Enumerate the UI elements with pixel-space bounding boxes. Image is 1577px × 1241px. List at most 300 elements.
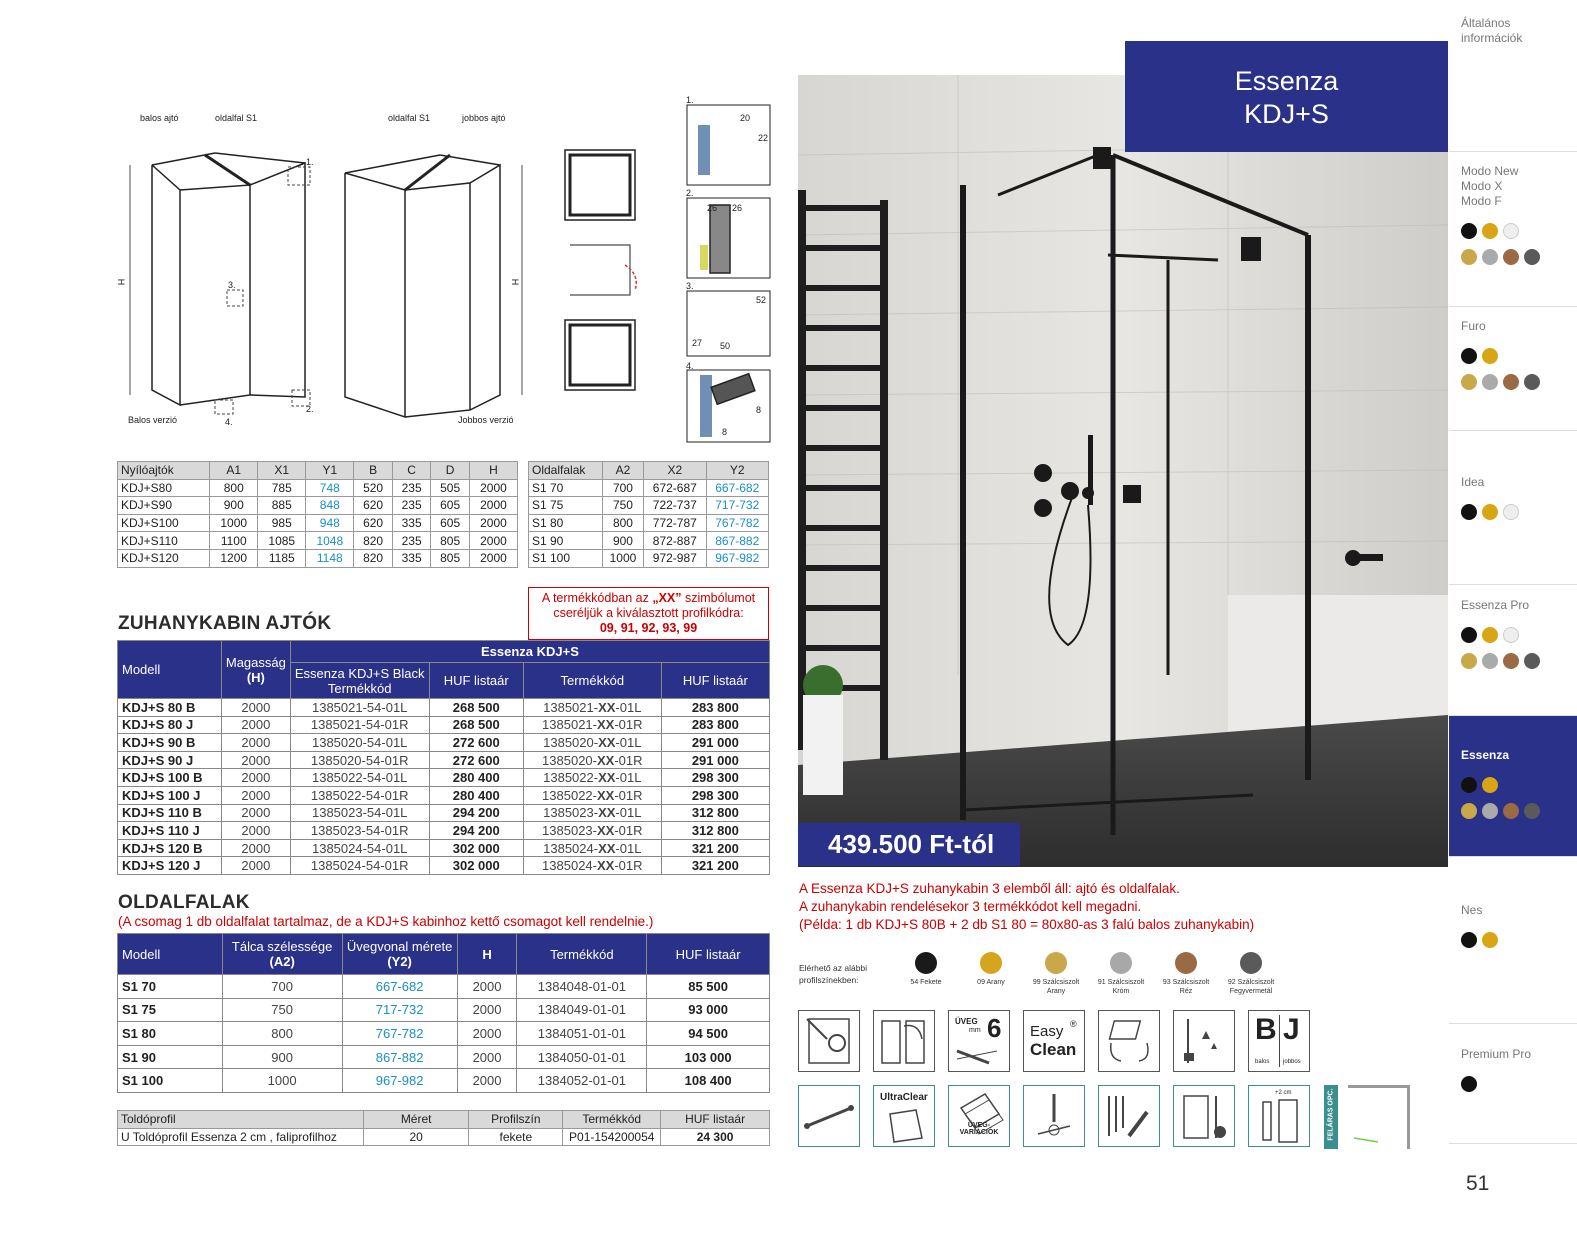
note-line-3: 09, 91, 92, 93, 99: [599, 621, 698, 635]
dim-27: 27: [692, 338, 703, 348]
wall-glass-size: 767-782: [342, 1022, 457, 1046]
wall-height: 2000: [457, 998, 517, 1022]
col-tray: [222, 934, 342, 975]
walls-spec-row: [529, 497, 769, 515]
left-right-icon: [1248, 1010, 1310, 1072]
walls-price-header: [118, 934, 770, 975]
finish-swatch-icon: [1482, 223, 1498, 239]
clean-label: Clean: [1030, 1040, 1077, 1059]
doors-spec-cell: KDJ+S120: [118, 549, 210, 567]
note-text: A termékkódban az: [541, 591, 653, 605]
walls-spec-cell: 800: [602, 514, 643, 532]
doors-spec-cell: 805: [431, 532, 470, 550]
wall-row: [118, 1069, 770, 1093]
finish-swatch-icon: [1461, 374, 1477, 390]
sidebar-item[interactable]: [1449, 716, 1577, 857]
doors-spec-cell: 2000: [469, 497, 517, 515]
color-label-1: 92 Szálcsiszolt: [1227, 979, 1275, 986]
label-height-right: H: [510, 278, 521, 286]
door-row: [118, 839, 770, 857]
sidebar-label-1: Nes: [1461, 903, 1483, 917]
doors-spec-cell: 785: [258, 479, 306, 497]
doors-spec-cell: 620: [354, 514, 393, 532]
wall-model: S1 75: [118, 998, 223, 1022]
sidebar-label-1: Modo New: [1461, 164, 1519, 178]
door-code: [523, 822, 661, 840]
color-option: [1155, 952, 1217, 996]
door-code-prefix: 1385021-: [543, 699, 599, 715]
doors-spec-col: X1: [258, 462, 306, 480]
wall-tray-width: 700: [222, 975, 342, 999]
right-letter: J: [1283, 1013, 1300, 1046]
sidebar-item[interactable]: [1449, 431, 1577, 585]
door-code-suffix: -01R: [614, 787, 643, 803]
finish-swatch-icon: [1461, 223, 1477, 239]
finish-swatch-icon: [1461, 803, 1477, 819]
walls-spec-row: [529, 514, 769, 532]
col-height-unit: (H): [246, 669, 265, 685]
profile-code-note: [528, 587, 769, 640]
wall-code: 1384052-01-01: [517, 1069, 647, 1093]
wall-code: 1384049-01-01: [517, 998, 647, 1022]
colors-intro: [799, 962, 867, 986]
wall-height: 2000: [457, 975, 517, 999]
doors-spec-col: D: [431, 462, 470, 480]
sidebar-item[interactable]: [1449, 585, 1577, 716]
door-price: 321 200: [661, 857, 769, 875]
col-model: Modell: [118, 641, 222, 699]
page-number: 51: [1466, 1172, 1490, 1195]
label-jobbos-ajto: jobbos ajtó: [462, 113, 506, 123]
doors-spec-cell: 235: [392, 497, 431, 515]
finish-swatch-icon: [1524, 374, 1540, 390]
walls-spec-cell: 667-682: [706, 479, 768, 497]
walls-section-subtitle: (A csomag 1 db oldalfalat tartalmaz, de a KDJ+S kabinhoz kettő csomagot kell rendelnie.): [118, 914, 654, 929]
walls-spec-cell: 672-687: [644, 479, 706, 497]
finish-swatch-icon: [1482, 653, 1498, 669]
walls-spec-cell: 772-787: [644, 514, 706, 532]
dim-26b: 26: [732, 203, 743, 213]
wall-glass-size: 717-732: [342, 998, 457, 1022]
walls-spec-cell: 750: [602, 497, 643, 515]
towel-bar-icon: [798, 1085, 860, 1147]
color-swatch-icon: [1045, 952, 1067, 974]
wall-price: 108 400: [647, 1069, 770, 1093]
door-price: 321 200: [661, 839, 769, 857]
sidebar-item-label: [1461, 598, 1529, 613]
door-code-prefix: 1385023-: [542, 822, 597, 838]
door-row: [118, 857, 770, 875]
door-model: KDJ+S 90 B: [118, 734, 222, 752]
glass-unit: mm: [969, 1027, 981, 1034]
door-code-xx: XX: [597, 822, 615, 838]
col-group-essenza: Essenza KDJ+S: [290, 641, 769, 663]
door-height: 2000: [221, 716, 290, 734]
doors-spec-cell: 900: [210, 497, 258, 515]
doors-spec-cell: 520: [354, 479, 393, 497]
color-label: [1220, 978, 1282, 996]
doors-spec-cell: 800: [210, 479, 258, 497]
sidebar-item-label: [1461, 748, 1509, 763]
door-height: 2000: [221, 734, 290, 752]
finish-swatch-icon: [1482, 777, 1498, 793]
label-detail-2: 2.: [306, 404, 314, 414]
doors-spec-cell: 505: [431, 479, 470, 497]
wall-tray-width: 750: [222, 998, 342, 1022]
col-h: H: [457, 934, 517, 975]
glass-variations-1: ÜVEG-: [967, 1122, 991, 1129]
finish-swatch-icon: [1503, 504, 1519, 520]
door-black-code: 1385021-54-01L: [290, 699, 429, 717]
colors-intro-1: Elérhető az alábbi: [799, 963, 868, 973]
door-black-code: 1385024-54-01L: [290, 839, 429, 857]
brush-icon: [1098, 1085, 1160, 1147]
finish-swatch-icon: [1461, 1076, 1477, 1092]
door-code-suffix: -01L: [615, 699, 642, 715]
sidebar-label-1: Essenza: [1461, 748, 1510, 762]
color-label: [1025, 978, 1087, 996]
dim-8b: 8: [722, 427, 728, 437]
walls-price-table: [117, 933, 770, 1093]
door-height: 2000: [221, 804, 290, 822]
color-label-1: 99 Szálcsiszolt: [1032, 979, 1080, 986]
walls-spec-col: A2: [602, 462, 643, 480]
product-title-line-2: KDJ+S: [1244, 99, 1329, 129]
door-black-price: 302 000: [429, 839, 523, 857]
label-height-left: H: [116, 278, 127, 286]
extension-profile-icon: [1248, 1085, 1310, 1147]
walls-spec-row: [529, 532, 769, 550]
color-label-2: Króm: [1112, 988, 1130, 995]
doors-spec-cell: KDJ+S90: [118, 497, 210, 515]
sidebar-item[interactable]: [1449, 1024, 1577, 1144]
sidebar-label-2: Modo X: [1461, 179, 1503, 193]
door-code: [523, 857, 661, 875]
door-row: [118, 822, 770, 840]
doors-spec-cell: 2000: [469, 549, 517, 567]
easy-label: Easy: [1030, 1023, 1064, 1040]
color-label: [960, 978, 1022, 987]
shower-cabin-drawings: [110, 95, 775, 445]
sidebar-item[interactable]: [1449, 307, 1577, 431]
color-label-1: 54 Fekete: [910, 979, 942, 986]
wall-tray-width: 900: [222, 1045, 342, 1069]
walls-spec-row: [529, 479, 769, 497]
finish-swatch-icon: [1503, 627, 1519, 643]
profile-header: [118, 1111, 770, 1129]
door-row: [118, 804, 770, 822]
door-black-price: 302 000: [429, 857, 523, 875]
finish-swatch-icon: [1461, 653, 1477, 669]
col-tray-2: (A2): [269, 954, 295, 969]
sidebar-item-label: [1461, 903, 1482, 918]
profile-cell: U Toldóprofil Essenza 2 cm , faliprofilhoz: [118, 1128, 364, 1146]
finish-swatch-icon: [1503, 803, 1519, 819]
label-balos-ajto: balos ajtó: [140, 113, 179, 123]
doors-spec-cell: 820: [354, 549, 393, 567]
walls-spec-cell: S1 100: [529, 549, 603, 567]
color-swatch-icon: [1175, 952, 1197, 974]
doors-spec-cell: 1048: [306, 532, 354, 550]
color-label-1: 93 Szálcsiszolt: [1162, 979, 1210, 986]
wall-row: [118, 975, 770, 999]
label-detail-1: 1.: [306, 157, 314, 167]
door-code-prefix: 1385021-: [542, 717, 597, 733]
door-code: [523, 751, 661, 769]
finish-swatch-icon: [1461, 932, 1477, 948]
doors-spec-row: [118, 532, 518, 550]
wall-code: 1384048-01-01: [517, 975, 647, 999]
wall-height: 2000: [457, 1045, 517, 1069]
doors-spec-cell: 820: [354, 532, 393, 550]
door-code-prefix: 1385024-: [543, 840, 599, 856]
door-code-suffix: -01R: [614, 858, 643, 874]
door-height: 2000: [221, 857, 290, 875]
wall-model: S1 90: [118, 1045, 223, 1069]
door-code-suffix: -01R: [614, 717, 643, 733]
dim-22: 22: [758, 133, 769, 143]
walls-spec-cell: 900: [602, 532, 643, 550]
col-huf-1: HUF listaár: [429, 663, 523, 699]
door-code-prefix: 1385020-: [543, 734, 599, 750]
door-code-xx: XX: [597, 717, 615, 733]
label-jobbos-verzio: Jobbos verzió: [458, 415, 514, 425]
color-label-1: 09 Arany: [977, 979, 1005, 986]
wall-tray-width: 1000: [222, 1069, 342, 1093]
left-label: balos: [1255, 1059, 1270, 1065]
wall-code: 1384050-01-01: [517, 1045, 647, 1069]
finish-swatch-icon: [1524, 653, 1540, 669]
doors-spec-cell: 1200: [210, 549, 258, 567]
left-letter: B: [1255, 1013, 1277, 1046]
door-price: 298 300: [661, 786, 769, 804]
profile-cell: 20: [363, 1128, 469, 1146]
door-code-suffix: -01R: [614, 822, 643, 838]
finish-swatch-icon: [1524, 249, 1540, 265]
color-label-2: Fegyvermetál: [1229, 988, 1273, 995]
door-black-code: 1385020-54-01L: [290, 734, 429, 752]
sidebar-item[interactable]: [1449, 857, 1577, 1024]
doors-spec-col: H: [469, 462, 517, 480]
door-code-suffix: -01L: [615, 805, 642, 821]
doors-spec-col: C: [392, 462, 431, 480]
product-title-box: [1125, 41, 1448, 152]
doors-spec-row: [118, 549, 518, 567]
color-option: [1025, 952, 1087, 996]
label-oldalfal-s1-left: oldalfal S1: [215, 113, 258, 123]
color-label: [1090, 978, 1152, 996]
finish-swatch-icon: [1524, 803, 1540, 819]
water-drop-icon: [1173, 1010, 1235, 1072]
door-row: [118, 786, 770, 804]
laser-cut-icon: [1023, 1085, 1085, 1147]
note-xx: „XX”: [652, 591, 682, 605]
wall-model: S1 80: [118, 1022, 223, 1046]
doors-spec-cell: 335: [392, 549, 431, 567]
doors-spec-cell: 1185: [258, 549, 306, 567]
profile-col: Profilszín: [469, 1111, 563, 1129]
col-glass-1: Üvegvonal mérete: [346, 939, 453, 954]
walls-spec-cell: 722-737: [644, 497, 706, 515]
reversible-icon: [1098, 1010, 1160, 1072]
finish-swatch-icon: [1482, 348, 1498, 364]
optional-extra-label: FELÁRAS OPC.: [1327, 1088, 1335, 1141]
doors-spec-cell: 748: [306, 479, 354, 497]
door-model: KDJ+S 110 J: [118, 822, 222, 840]
door-black-code: 1385021-54-01R: [290, 716, 429, 734]
label-d2: 2.: [686, 188, 694, 198]
door-row: [118, 716, 770, 734]
finish-swatch-icon: [1461, 504, 1477, 520]
door-code-xx: XX: [597, 787, 615, 803]
walls-section-title: OLDALFALAK: [118, 892, 250, 913]
door-code-prefix: 1385024-: [542, 858, 597, 874]
wall-price: 93 000: [647, 998, 770, 1022]
door-row: [118, 769, 770, 787]
wall-model: S1 100: [118, 1069, 223, 1093]
technical-drawings: [110, 95, 775, 445]
door-black-price: 272 600: [429, 751, 523, 769]
sidebar-label-1: Premium Pro: [1461, 1047, 1532, 1061]
doors-spec-cell: 1085: [258, 532, 306, 550]
wall-glass-size: 967-982: [342, 1069, 457, 1093]
walls-spec-cell: 867-882: [706, 532, 768, 550]
col-black-code-1: Essenza KDJ+S Black: [294, 665, 425, 681]
door-black-code: 1385022-54-01L: [290, 769, 429, 787]
wall-row: [118, 1022, 770, 1046]
desc-line-3: (Példa: 1 db KDJ+S 80B + 2 db S1 80 = 80x80-as 3 falú balos zuhanykabin): [799, 917, 1255, 932]
sidebar-item[interactable]: [1449, 152, 1577, 307]
door-black-code: 1385020-54-01R: [290, 751, 429, 769]
door-model: KDJ+S 110 B: [118, 804, 222, 822]
col-tray-1: Tálca szélessége: [231, 939, 333, 954]
wall-model: S1 70: [118, 975, 223, 999]
door-height: 2000: [221, 699, 290, 717]
glass-6mm-icon: [948, 1010, 1010, 1072]
color-label-1: 91 Szálcsiszolt: [1097, 979, 1145, 986]
door-height: 2000: [221, 751, 290, 769]
col-black-code-2: Termékkód: [327, 680, 392, 696]
walls-spec-cell: 972-987: [644, 549, 706, 567]
doors-spec-cell: 1000: [210, 514, 258, 532]
walls-spec-cell: 700: [602, 479, 643, 497]
finish-swatch-icon: [1482, 932, 1498, 948]
doors-spec-cell: 235: [392, 479, 431, 497]
door-model: KDJ+S 120 J: [118, 857, 222, 875]
finish-swatch-icon: [1503, 249, 1519, 265]
desc-line-1: A Essenza KDJ+S zuhanykabin 3 elemből áll: ajtó és oldalfalak.: [799, 881, 1180, 896]
col-huf: HUF listaár: [647, 934, 770, 975]
dim-52: 52: [756, 295, 767, 305]
desc-line-2: A zuhanykabin rendelésekor 3 termékkódot kell megadni.: [799, 899, 1142, 914]
wall-glass-size: 667-682: [342, 975, 457, 999]
door-black-price: 280 400: [429, 769, 523, 787]
finish-swatch-icon: [1461, 627, 1477, 643]
sidebar-item[interactable]: [1449, 0, 1577, 152]
color-swatches: [895, 952, 1295, 998]
label-oldalfal-s1-right: oldalfal S1: [388, 113, 431, 123]
door-price: 312 800: [661, 804, 769, 822]
door-code-xx: XX: [598, 840, 616, 856]
glass-label: ÜVEG: [955, 1017, 978, 1026]
door-code-xx: XX: [598, 805, 616, 821]
door-code: [523, 786, 661, 804]
door-model: KDJ+S 100 B: [118, 769, 222, 787]
walls-spec-col: Y2: [706, 462, 768, 480]
sidebar-label-1: Idea: [1461, 475, 1485, 489]
profile-cell: 24 300: [661, 1128, 770, 1146]
door-price: 283 800: [661, 699, 769, 717]
profile-col: Toldóprofil: [118, 1111, 364, 1129]
walls-spec-row: [529, 549, 769, 567]
color-option: [960, 952, 1022, 987]
doors-spec-header: [118, 462, 518, 480]
door-code-suffix: -01L: [615, 840, 642, 856]
finish-swatch-icon: [1482, 627, 1498, 643]
shower-photo-illustration: [798, 75, 1448, 867]
doors-spec-cell: 620: [354, 497, 393, 515]
finish-swatch-icon: [1503, 653, 1519, 669]
finish-swatch-icon: [1482, 249, 1498, 265]
finish-swatch-icon: [1482, 374, 1498, 390]
walls-spec-cell: S1 90: [529, 532, 603, 550]
measure-icon: [1173, 1085, 1235, 1147]
easy-reg: ®: [1070, 1019, 1077, 1029]
doors-spec-col: B: [354, 462, 393, 480]
profile-col: HUF listaár: [661, 1111, 770, 1129]
label-d4: 4.: [686, 361, 694, 371]
doors-spec-cell: 1148: [306, 549, 354, 567]
col-glass: [342, 934, 457, 975]
colors-intro-2: profilszínekben:: [799, 975, 859, 985]
doors-spec-cell: 235: [392, 532, 431, 550]
door-black-price: 272 600: [429, 734, 523, 752]
doors-spec-cell: 335: [392, 514, 431, 532]
doors-spec-cell: 605: [431, 514, 470, 532]
color-label-2: Arany: [1046, 988, 1066, 995]
wall-row: [118, 1045, 770, 1069]
door-code: [523, 839, 661, 857]
easy-clean-icon: [1023, 1010, 1085, 1072]
doors-section-title: ZUHANYKABIN AJTÓK: [118, 613, 332, 634]
sidebar-item-label: [1461, 475, 1484, 490]
profile-cell: fekete: [469, 1128, 563, 1146]
dim-8a: 8: [756, 405, 762, 415]
note-line-1: [533, 591, 764, 606]
walls-spec-cell: 872-887: [644, 532, 706, 550]
door-model: KDJ+S 100 J: [118, 786, 222, 804]
right-label: jobbos: [1283, 1059, 1301, 1065]
label-detail-3: 3.: [228, 280, 236, 290]
note-line-2: cseréljük a kiválasztott profilkódra:: [553, 606, 744, 620]
col-huf-2: HUF listaár: [661, 663, 769, 699]
glass-variations-2: VARIÁCIÓK: [959, 1129, 999, 1136]
optional-extra-tag: [1324, 1085, 1338, 1149]
doors-spec-cell: 2000: [469, 479, 517, 497]
door-height: 2000: [221, 786, 290, 804]
color-swatch-icon: [980, 952, 1002, 974]
sidebar-label-2: információk: [1461, 31, 1523, 45]
door-code-prefix: 1385023-: [543, 805, 599, 821]
col-black-code: [290, 663, 429, 699]
doors-spec-cell: 848: [306, 497, 354, 515]
door-black-price: 280 400: [429, 786, 523, 804]
glass-variations-icon: [948, 1085, 1010, 1147]
door-height: 2000: [221, 839, 290, 857]
walls-spec-cell: 967-982: [706, 549, 768, 567]
color-label: [1155, 978, 1217, 996]
finish-swatch-icon: [1461, 777, 1477, 793]
